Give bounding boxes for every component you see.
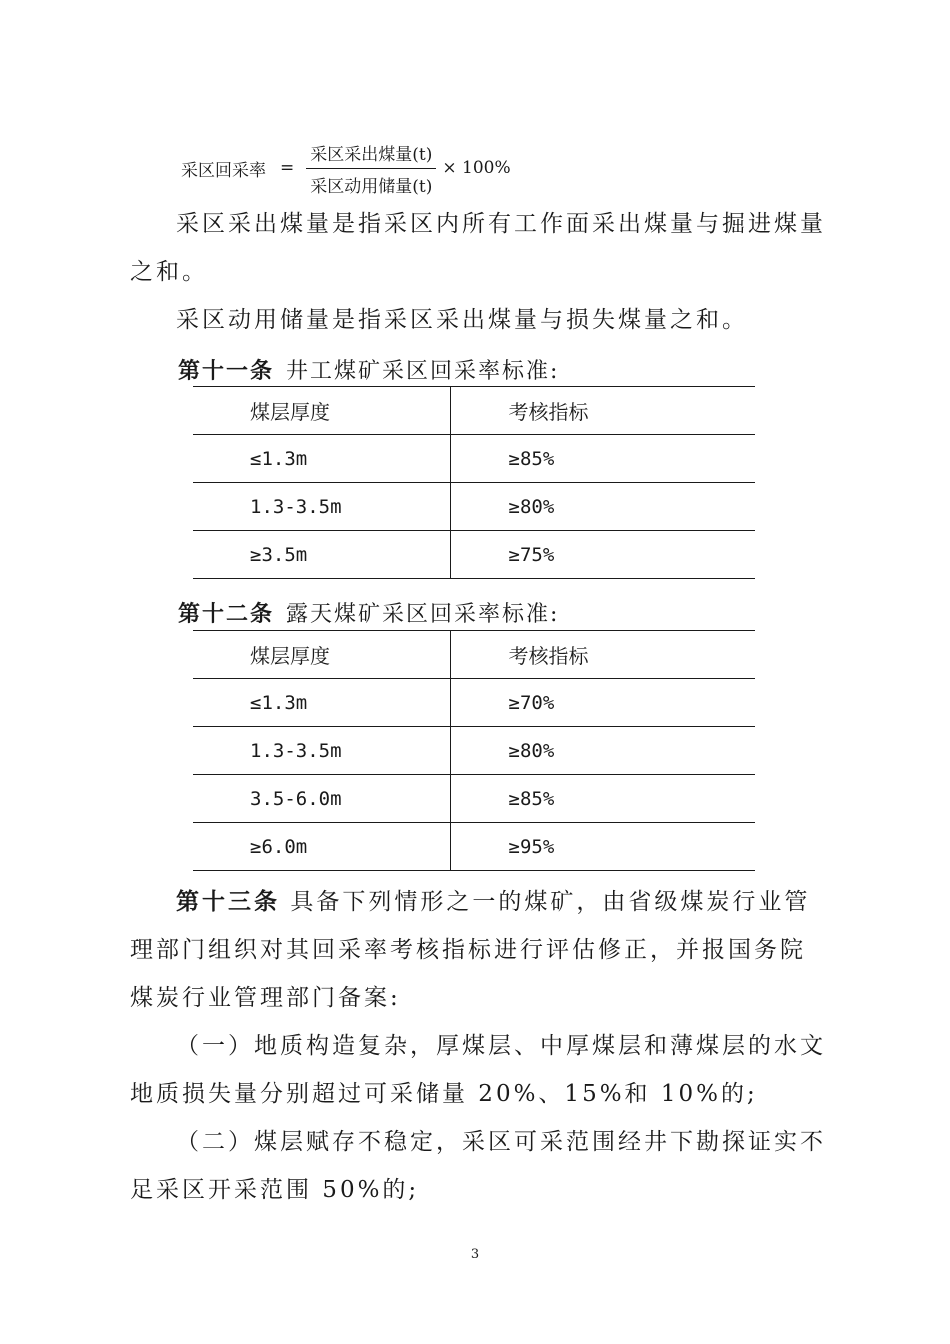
cell-thickness: 1.3-3.5m: [193, 483, 450, 531]
recovery-rate-formula: [181, 142, 511, 197]
paragraph-used-reserves: 采区动用储量是指采区采出煤量与损失煤量之和。: [176, 307, 748, 333]
table-row: [193, 679, 755, 727]
article-11-heading: [178, 354, 559, 385]
table-row: [193, 435, 755, 483]
article-11-text: 井工煤矿采区回采率标准:: [286, 359, 560, 384]
cell-thickness: 3.5-6.0m: [193, 775, 450, 823]
table-row: [193, 775, 755, 823]
cell-thickness: ≥6.0m: [193, 823, 450, 871]
article-12-label: 第十二条: [178, 601, 275, 627]
cell-index: ≥95%: [450, 823, 755, 871]
formula-multiplier: × 100%: [442, 158, 511, 178]
article-13-paragraph: [130, 878, 830, 1022]
item-2-paragraph: （二）煤层赋存不稳定，采区可采范围经井下勘探证实不足采区开采范围 50%的;: [130, 1129, 826, 1203]
formula-denominator: 采区动用储量(t): [310, 176, 433, 197]
cell-index: ≥85%: [450, 775, 755, 823]
cell-index: ≥80%: [450, 483, 755, 531]
paragraph-mined-coal: 采区采出煤量是指采区内所有工作面采出煤量与掘进煤量之和。: [130, 211, 826, 285]
article-13-label: 第十三条: [176, 888, 280, 915]
cell-index: ≥85%: [450, 435, 755, 483]
underground-recovery-table: [193, 386, 755, 579]
table-row: [193, 823, 755, 871]
cell-thickness: ≥3.5m: [193, 531, 450, 579]
formula-lhs: 采区回采率: [181, 160, 266, 181]
article-13-text: 具备下列情形之一的煤矿，由省级煤炭行业管理部门组织对其回采率考核指标进行评估修正，并报国务院煤炭行业管理部门备案:: [130, 889, 811, 1011]
cell-thickness: 1.3-3.5m: [193, 727, 450, 775]
cell-index: ≥70%: [450, 679, 755, 727]
header-seam-thickness: 煤层厚度: [193, 631, 450, 679]
table-row: [193, 727, 755, 775]
table-header-row: [193, 631, 755, 679]
cell-index: ≥80%: [450, 727, 755, 775]
item-1-paragraph: （一）地质构造复杂，厚煤层、中厚煤层和薄煤层的水文地质损失量分别超过可采储量 20%、15%和 10%的;: [130, 1033, 826, 1107]
table-row: [193, 483, 755, 531]
table-row: [193, 531, 755, 579]
article-12-heading: [178, 597, 559, 628]
header-seam-thickness: 煤层厚度: [193, 387, 450, 435]
cell-thickness: ≤1.3m: [193, 435, 450, 483]
formula-equals: =: [280, 158, 295, 178]
header-assessment-index: 考核指标: [450, 387, 755, 435]
article-11-label: 第十一条: [178, 358, 275, 384]
article-12-text: 露天煤矿采区回采率标准:: [286, 602, 560, 627]
formula-fraction: [306, 140, 436, 197]
table-header-row: [193, 387, 755, 435]
header-assessment-index: 考核指标: [450, 631, 755, 679]
formula-numerator: 采区采出煤量(t): [306, 140, 436, 169]
cell-index: ≥75%: [450, 531, 755, 579]
open-pit-recovery-table: [193, 630, 755, 871]
cell-thickness: ≤1.3m: [193, 679, 450, 727]
page-number: 3: [470, 1247, 480, 1262]
